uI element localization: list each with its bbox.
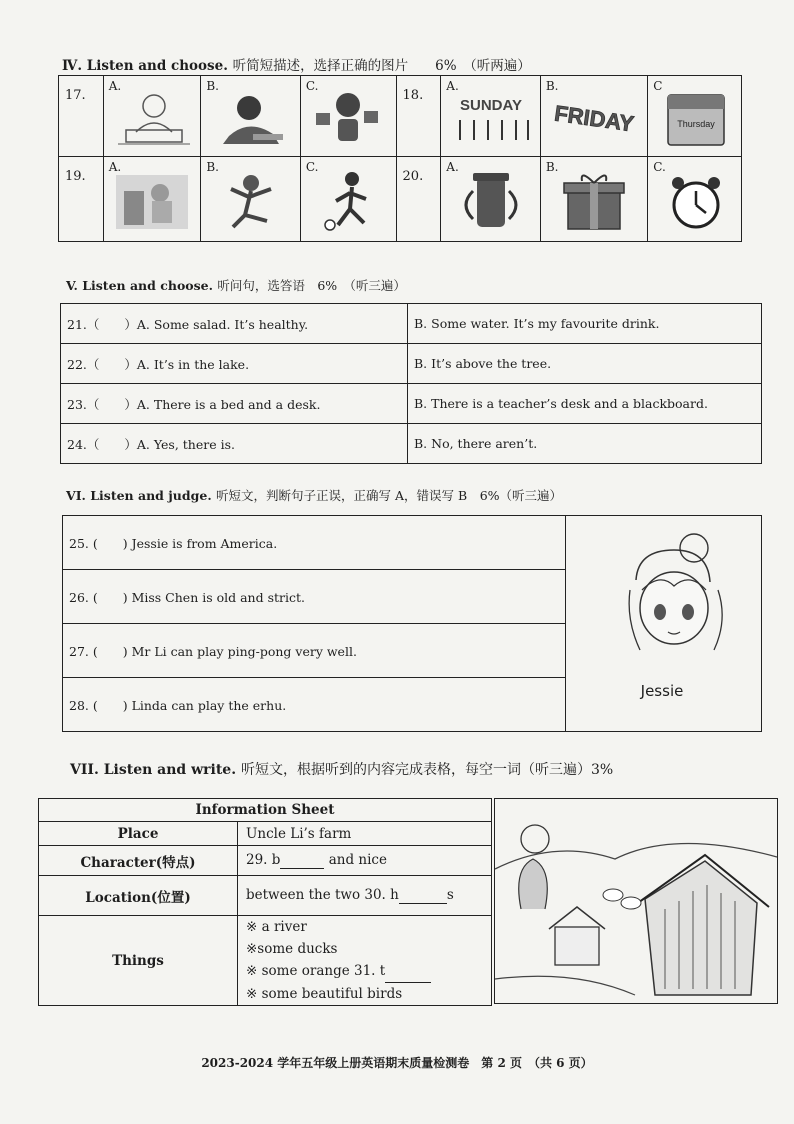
thursday-calendar-icon [656, 87, 734, 149]
answer-30-blank[interactable] [399, 887, 447, 904]
question-19-number: 19. [59, 157, 104, 242]
boy-reading-icon [110, 88, 194, 148]
option-label: A. [446, 79, 459, 93]
q21-option-a[interactable]: 21.（ ）A. Some salad. It’s healthy. [61, 304, 408, 344]
option-label: A. [108, 79, 122, 93]
q25-statement[interactable]: 25. ( ) Jessie is from America. [63, 516, 566, 570]
answer-31-blank[interactable] [385, 960, 431, 983]
location-answer-row [238, 876, 492, 916]
q28-statement[interactable]: 28. ( ) Linda can play the erhu. [63, 678, 566, 732]
section-4-title-en: Ⅳ. Listen and choose. [62, 58, 228, 74]
child-writing-icon [209, 88, 293, 148]
girl-at-window-icon [110, 169, 194, 233]
choice-row [61, 424, 762, 464]
things-item: ※some ducks [246, 941, 338, 957]
q18-option-b[interactable] [540, 76, 647, 157]
choice-row [61, 384, 762, 424]
friday-text-icon [546, 90, 642, 146]
q23-option-b[interactable]: B. There is a teacher’s desk and a blackboard. [408, 384, 762, 424]
q18-option-a[interactable] [441, 76, 541, 157]
section-7-title-cn: 听短文，根据听到的内容完成表格，每空一词（听三遍）3% [240, 762, 614, 778]
farm-scene-icon [495, 799, 777, 1003]
question-17-number: 17. [59, 76, 104, 157]
q19-option-a[interactable] [103, 157, 201, 242]
option-label: B. [545, 160, 559, 174]
q19-option-b[interactable] [201, 157, 301, 242]
thursday-text: Thursday [676, 118, 715, 129]
question-20-number: 20. [396, 157, 441, 242]
farm-picture-box [494, 798, 778, 1004]
section-6-table [62, 515, 762, 732]
boy-kicking-ball-icon [308, 169, 388, 233]
section-4-title-cn: 听简短描述，选择正确的图片 6% （听两遍） [232, 58, 531, 74]
girl-stretching-icon [209, 169, 293, 233]
q24-option-a[interactable]: 24.（ ）A. Yes, there is. [61, 424, 408, 464]
sunday-people-icon [446, 88, 536, 148]
gift-box-icon [552, 169, 636, 233]
option-label: B. [545, 79, 559, 93]
thermos-cup-icon [449, 169, 533, 233]
answer-29-blank[interactable] [280, 852, 324, 869]
choice-row [61, 304, 762, 344]
section-7-title [70, 759, 613, 779]
section-5-title-en: V. Listen and choose. [66, 278, 213, 293]
character-prefix: 29. b [246, 852, 281, 868]
jessie-caption: Jessie [640, 682, 684, 700]
location-prefix: between the two 30. h [246, 887, 399, 903]
choice-row [61, 344, 762, 384]
place-value: Uncle Li’s farm [238, 822, 492, 846]
question-18-number: 18. [396, 76, 441, 157]
things-item-with-blank [246, 960, 491, 983]
option-label: B. [206, 79, 219, 93]
q21-option-b[interactable]: B. Some water. It’s my favourite drink. [408, 304, 762, 344]
information-sheet-table [38, 798, 492, 1006]
option-label: C [653, 79, 663, 93]
q23-option-a[interactable]: 23.（ ）A. There is a bed and a desk. [61, 384, 408, 424]
alarm-clock-icon [656, 169, 734, 233]
q26-statement[interactable]: 26. ( ) Miss Chen is old and strict. [63, 570, 566, 624]
section-6-title-cn: 听短文，判断句子正误，正确写 A，错误写 B 6%（听三遍） [216, 488, 563, 503]
things-list [238, 916, 492, 1006]
q19-option-c[interactable] [300, 157, 396, 242]
character-suffix: and nice [328, 852, 387, 868]
jessie-cartoon-icon [568, 520, 768, 680]
option-label: C. [305, 160, 319, 174]
option-label: C. [305, 79, 319, 93]
child-playing-icon [308, 87, 388, 149]
section-4-table [58, 75, 742, 242]
section-5-title-cn: 听问句，选答语 6% （听三遍） [217, 278, 406, 293]
q17-option-c[interactable] [300, 76, 396, 157]
jessie-picture-cell [566, 516, 762, 732]
things-item: ※ a river [246, 919, 307, 935]
q27-statement[interactable]: 27. ( ) Mr Li can play ping-pong very well. [63, 624, 566, 678]
location-suffix: s [446, 887, 454, 903]
sunday-text: SUNDAY [459, 96, 522, 114]
option-label: A. [446, 160, 459, 174]
place-label: Place [39, 822, 238, 846]
things-item: ※ some beautiful birds [246, 986, 403, 1002]
q20-option-a[interactable] [441, 157, 541, 242]
section-4-title [62, 54, 531, 74]
q17-option-b[interactable] [201, 76, 301, 157]
location-label: Location(位置) [39, 876, 238, 916]
things-label: Things [39, 916, 238, 1006]
q22-option-a[interactable]: 22.（ ）A. It’s in the lake. [61, 344, 408, 384]
page-footer: 2023-2024 学年五年级上册英语期末质量检测卷 第 2 页 （共 6 页） [201, 1056, 593, 1070]
character-answer-row [238, 846, 492, 876]
section-6-title [66, 486, 562, 504]
option-label: B. [206, 160, 219, 174]
q24-option-b[interactable]: B. No, there aren’t. [408, 424, 762, 464]
q20-option-b[interactable] [540, 157, 647, 242]
q18-option-c[interactable] [648, 76, 742, 157]
section-7-title-en: VII. Listen and write. [70, 762, 237, 778]
information-sheet-title: Information Sheet [39, 799, 492, 822]
section-5-table [60, 303, 762, 464]
q17-option-a[interactable] [103, 76, 201, 157]
q22-option-b[interactable]: B. It’s above the tree. [408, 344, 762, 384]
section-5-title [66, 276, 406, 294]
option-label: A. [108, 160, 122, 174]
things-item-text: ※ some orange 31. t [246, 963, 386, 979]
character-label: Character(特点) [39, 846, 238, 876]
q20-option-c[interactable] [648, 157, 742, 242]
option-label: C. [653, 160, 666, 174]
section-6-title-en: VI. Listen and judge. [66, 488, 212, 503]
friday-text: FRIDAY [552, 100, 636, 137]
